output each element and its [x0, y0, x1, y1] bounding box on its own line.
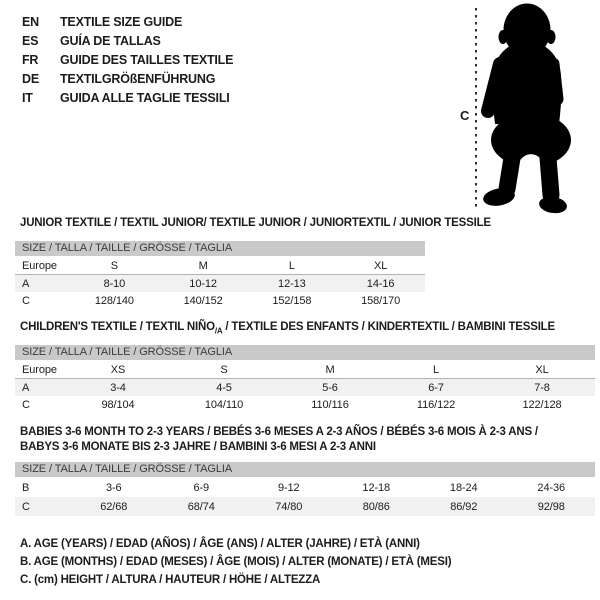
language-list: [22, 13, 233, 108]
table-cell: 80/86: [362, 500, 390, 513]
table-cell: S: [70, 257, 159, 275]
table-row-height: [15, 292, 425, 309]
table-cell: 12-18: [362, 481, 391, 494]
table-cell: L: [383, 361, 489, 379]
language-code: FR: [22, 53, 39, 67]
size-header-bar: SIZE / TALLA / TAILLE / GRÖSSE / TAGLIA: [15, 462, 595, 477]
junior-section-title: JUNIOR TEXTILE / TEXTIL JUNIOR/ TEXTILE JUNIOR / JUNIORTEXTIL / JUNIOR TESSILE: [20, 217, 491, 229]
table-cell: 8-10: [103, 277, 126, 290]
table-row-height: [15, 497, 595, 516]
note-age-years: A. AGE (YEARS) / EDAD (AÑOS) / ÂGE (ANS) / ALTER (JAHRE) / ETÀ (ANNI): [20, 538, 420, 550]
table-cell: L: [248, 257, 337, 275]
table-cell: 4-5: [216, 381, 232, 394]
row-label: A: [22, 277, 30, 290]
footnotes: [20, 535, 451, 589]
row-label: C: [22, 294, 30, 307]
note-height-cm: C. (cm) HEIGHT / ALTURA / HAUTEUR / HÖHE / ALTEZZA: [20, 574, 321, 586]
table-cell: 68/74: [187, 500, 215, 513]
table-cell: 9-12: [277, 481, 300, 494]
language-title: TEXTILE SIZE GUIDE: [60, 15, 183, 29]
table-cell: 158/170: [361, 294, 401, 307]
table-row-europe: [15, 257, 425, 275]
size-header-bar: SIZE / TALLA / TAILLE / GRÖSSE / TAGLIA: [15, 241, 425, 256]
row-label: B: [22, 481, 30, 494]
table-cell: 24-36: [537, 481, 566, 494]
row-label: Europe: [15, 361, 65, 379]
note-age-months: B. AGE (MONTHS) / EDAD (MESES) / ÂGE (MOIS) / ALTER (MONATE) / ETÀ (MESI): [20, 556, 452, 568]
table-cell: M: [159, 257, 248, 275]
junior-table: [15, 257, 425, 309]
table-cell: 98/104: [101, 398, 135, 411]
children-section-title: [20, 320, 555, 338]
table-row-months: [15, 478, 595, 497]
table-cell: 12-13: [278, 277, 306, 290]
children-size-table: [15, 345, 595, 413]
babies-title-line2: BABYS 3-6 MONATE BIS 2-3 JAHRE / BAMBINI 3-6 MESI A 2-3 ANNI: [20, 441, 376, 453]
table-row-age: [15, 379, 595, 397]
table-cell: 18-24: [449, 481, 478, 494]
table-cell: 10-12: [189, 277, 217, 290]
table-cell: 140/152: [183, 294, 223, 307]
table-cell: 122/128: [522, 398, 562, 411]
table-cell: 6-9: [193, 481, 210, 494]
table-cell: 3-4: [110, 381, 126, 394]
table-cell: S: [171, 361, 277, 379]
table-cell: 92/98: [537, 500, 565, 513]
language-code: DE: [22, 72, 39, 86]
table-cell: XL: [489, 361, 595, 379]
row-label: C: [22, 500, 30, 513]
table-cell: 14-16: [366, 277, 395, 290]
babies-section-title: [20, 425, 538, 455]
table-cell: 86/92: [450, 500, 478, 513]
children-table: [15, 361, 595, 413]
table-cell: 3-6: [105, 481, 122, 494]
table-cell: 110/116: [311, 398, 349, 411]
height-label: C: [460, 108, 470, 123]
language-row-de: [22, 70, 233, 89]
table-cell: 74/80: [275, 500, 303, 513]
language-code: EN: [22, 15, 39, 29]
table-cell: M: [277, 361, 383, 379]
table-cell: 116/122: [416, 398, 456, 411]
table-cell: 62/68: [100, 500, 128, 513]
table-cell: XL: [336, 257, 425, 275]
table-cell: 104/110: [204, 398, 244, 411]
row-label: A: [22, 381, 30, 394]
language-code: IT: [22, 91, 33, 105]
table-cell: XS: [65, 361, 171, 379]
language-code: ES: [22, 34, 39, 48]
table-cell: 152/158: [272, 294, 312, 307]
table-row-europe: [15, 361, 595, 379]
babies-size-table: [15, 462, 595, 516]
row-label: C: [22, 398, 30, 411]
language-title: GUÍA DE TALLAS: [60, 34, 161, 48]
table-cell: 7-8: [534, 381, 550, 394]
language-title: GUIDA ALLE TAGLIE TESSILI: [60, 91, 230, 105]
table-row-age: [15, 275, 425, 293]
toddler-figure: [450, 0, 600, 220]
children-title-prefix: CHILDREN'S TEXTILE / TEXTIL NIÑO: [20, 321, 215, 333]
language-row-es: [22, 32, 233, 51]
table-cell: 6-7: [428, 381, 444, 394]
table-row-height: [15, 396, 595, 413]
children-title-suffix: / TEXTILE DES ENFANTS / KINDERTEXTIL / BAMBINI TESSILE: [222, 321, 555, 333]
children-title-sub: /A: [214, 326, 223, 336]
table-cell: 5-6: [322, 381, 338, 394]
babies-title-line1: BABIES 3-6 MONTH TO 2-3 YEARS / BEBÉS 3-6 MESES A 2-3 AÑOS / BÉBÉS 3-6 MOIS À 2-3 ANS /: [20, 426, 538, 438]
language-title: GUIDE DES TAILLES TEXTILE: [60, 53, 234, 67]
language-row-en: [22, 13, 233, 32]
table-cell: 128/140: [94, 294, 134, 307]
language-row-it: [22, 89, 233, 108]
junior-size-table: [15, 241, 425, 309]
size-header-bar: SIZE / TALLA / TAILLE / GRÖSSE / TAGLIA: [15, 345, 595, 360]
babies-table: [15, 478, 595, 516]
toddler-silhouette-icon: [482, 4, 571, 215]
language-title: TEXTILGRÖßENFÜHRUNG: [60, 72, 216, 86]
language-row-fr: [22, 51, 233, 70]
row-label: Europe: [15, 257, 70, 275]
